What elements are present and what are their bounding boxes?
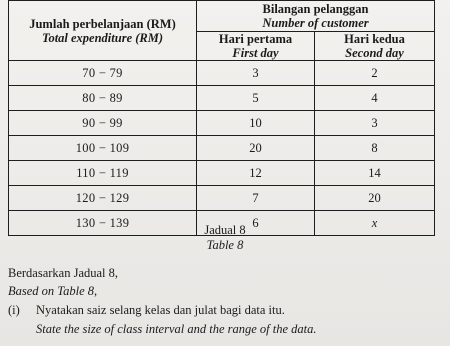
table-caption-en: Table 8 [206,238,244,252]
day2-cell: 4 [315,86,435,111]
question-number: (i) [8,303,20,317]
header-group-ms: Bilangan pelanggan [262,2,369,16]
day1-cell: 5 [197,86,315,111]
day1-cell: 10 [197,111,315,136]
day1-cell: 6 [197,211,315,236]
range-cell: 110 − 119 [9,161,197,186]
day1-cell: 12 [197,161,315,186]
header-total-expenditure [9,1,197,61]
day2-cell: 14 [315,161,435,186]
header-group-en: Number of customer [262,16,369,30]
range-cell: 100 − 109 [9,136,197,161]
header-col2-en: First day [232,46,279,60]
header-col3-ms: Hari kedua [344,32,405,46]
header-col1-ms: Jumlah perbelanjaan (RM) [29,16,176,31]
header-first-day [197,32,315,61]
question-text-en: State the size of class interval and the range of the data. [36,322,317,336]
table-row [9,86,435,111]
range-cell: 130 − 139 [9,211,197,236]
range-cell: 120 − 129 [9,186,197,211]
day2-cell: 3 [315,111,435,136]
table-row [9,61,435,86]
table-row [9,111,435,136]
range-cell: 90 − 99 [9,111,197,136]
question-text-ms: Nyatakan saiz selang kelas dan julat bagi data itu. [36,303,285,317]
table-row [9,136,435,161]
header-second-day [315,32,435,61]
expenditure-table [8,0,435,236]
header-col1-en: Total expenditure (RM) [41,30,164,45]
header-col3-en: Second day [345,46,404,60]
header-col2-ms: Hari pertama [218,32,293,46]
day2-cell: 2 [315,61,435,86]
day2-cell-unknown: x [315,211,435,236]
table-row [9,186,435,211]
day1-cell: 20 [197,136,315,161]
table-caption-ms: Jadual 8 [204,223,246,237]
range-cell: 80 − 89 [9,86,197,111]
intro-text-en: Based on Table 8, [8,284,98,298]
header-number-of-customer [197,1,435,32]
question-i-ms [8,303,285,318]
table-row [9,161,435,186]
day1-cell: 7 [197,186,315,211]
intro-text-ms: Berdasarkan Jadual 8, [8,266,119,280]
day1-cell: 3 [197,61,315,86]
day2-cell: 20 [315,186,435,211]
day2-cell: 8 [315,136,435,161]
range-cell: 70 − 79 [9,61,197,86]
